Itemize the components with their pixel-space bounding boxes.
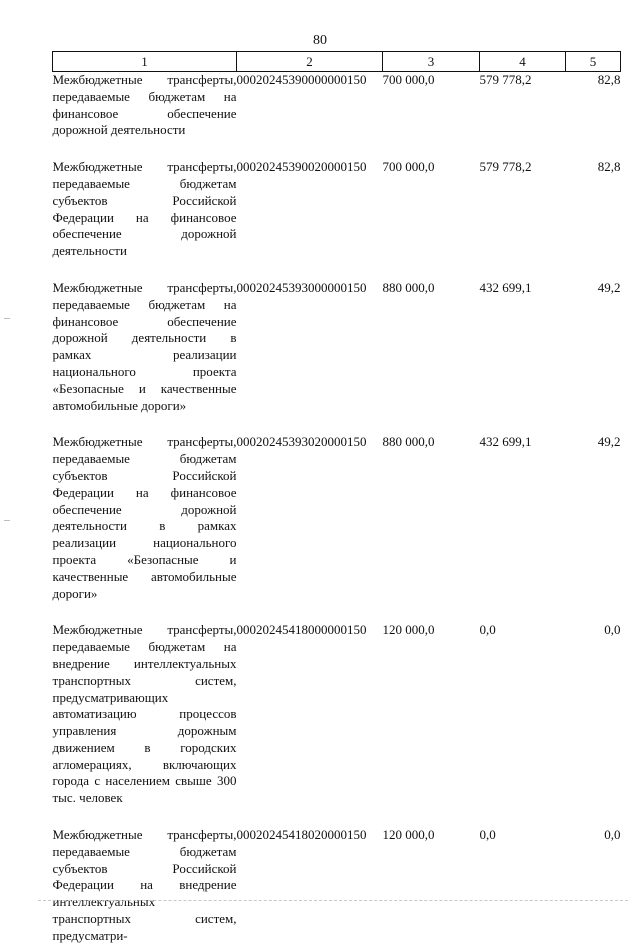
header-col-5: 5 (566, 52, 621, 72)
column-number-header (53, 52, 621, 72)
row-spacer (53, 602, 621, 622)
row-description: Межбюджетные трансферты, передаваемые бюджетам на финансовое обеспечение дорожной деятельности в рамках реализации национального проекта «Безопасные и качественные автомобильные дороги» (52, 279, 237, 413)
row-executed: 0,0 (479, 622, 496, 638)
row-spacer (53, 260, 621, 280)
scan-margin-mark (4, 520, 10, 521)
row-description: Межбюджетные трансферты, передаваемые бюджетам на внедрение интеллектуальных транспортных систем, предусматривающих автоматизацию процессов управления дорожным движением в городских агломерациях, включающих города с населением свыше 300 тыс. человек (52, 622, 237, 806)
row-code: 00020245390000000150 (236, 72, 367, 87)
header-col-1: 1 (53, 52, 237, 72)
row-code: 00020245418000000150 (236, 622, 367, 638)
header-col-2: 2 (237, 52, 383, 72)
row-description: Межбюджетные трансферты, передаваемые бюджетам субъектов Российской Федерации на финансовое обеспечение дорожной деятельности в рамках реализации национального проекта «Безопасные и качественные автомобильные дороги» (52, 434, 237, 601)
table-row (53, 622, 621, 807)
table-row (53, 280, 621, 414)
row-approved: 880 000,0 (382, 434, 435, 450)
row-executed: 0,0 (479, 827, 496, 843)
header-col-3: 3 (383, 52, 480, 72)
row-percent: 49,2 (597, 279, 621, 295)
row-approved: 700 000,0 (382, 72, 435, 87)
scan-edge-line (38, 900, 628, 901)
row-executed: 432 699,1 (479, 279, 532, 295)
row-percent: 82,8 (597, 72, 621, 87)
row-percent: 0,0 (604, 827, 621, 843)
row-approved: 700 000,0 (382, 159, 435, 175)
row-approved: 120 000,0 (382, 622, 435, 638)
row-code: 00020245390020000150 (236, 159, 367, 175)
budget-table (52, 51, 621, 945)
table-row (53, 827, 621, 945)
row-executed: 579 778,2 (479, 72, 532, 87)
scan-margin-mark (4, 318, 10, 319)
table-row (53, 72, 621, 140)
row-description: Межбюджетные трансферты, передаваемые бюджетам субъектов Российской Федерации на финансовое обеспечение дорожной деятельности (52, 159, 237, 259)
row-percent: 0,0 (604, 622, 621, 638)
row-executed: 579 778,2 (479, 159, 532, 175)
row-percent: 49,2 (597, 434, 621, 450)
row-description: Межбюджетные трансферты, передаваемые бюджетам на финансовое обеспечение дорожной деятельности (52, 72, 237, 138)
row-spacer (53, 414, 621, 434)
row-spacer (53, 139, 621, 159)
page-number: 80 (313, 33, 327, 48)
row-code: 00020245393000000150 (236, 279, 367, 295)
row-executed: 432 699,1 (479, 434, 532, 450)
row-approved: 880 000,0 (382, 279, 435, 295)
row-approved: 120 000,0 (382, 827, 435, 843)
row-code: 00020245393020000150 (236, 434, 367, 450)
row-spacer (53, 807, 621, 827)
header-col-4: 4 (480, 52, 566, 72)
table-row (53, 159, 621, 260)
row-code: 00020245418020000150 (236, 827, 367, 843)
row-percent: 82,8 (597, 159, 621, 175)
row-description: Межбюджетные трансферты, передаваемые бюджетам субъектов Российской Федерации на внедрение интеллектуальных транспортных систем, предусматри- (52, 827, 237, 943)
table-row (53, 434, 621, 602)
